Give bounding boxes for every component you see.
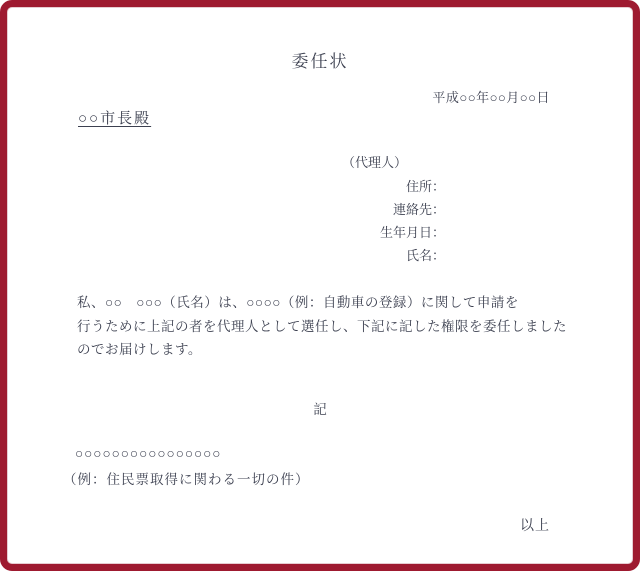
body-line-1: 私、○○ ○○○（氏名）は、○○○○（例：自動車の登録）に関して申請を (77, 295, 519, 310)
date-line: 平成○○年○○月○○日 (432, 90, 550, 105)
document-title: 委任状 (291, 52, 349, 71)
agent-field-address: 住所： (405, 179, 445, 194)
addressee-line: ○○市長殿 (78, 111, 152, 127)
agent-fields (380, 175, 445, 267)
body-line-3: のでお届けします。 (77, 342, 202, 357)
delegated-matter-placeholder: ○○○○○○○○○○○○○○○○ (75, 446, 222, 461)
agent-field-contact: 連絡先： (392, 202, 445, 217)
record-marker: 記 (313, 402, 327, 417)
body-line-2: 行うために上記の者を代理人として選任し、下記に記した権限を委任しました (77, 318, 567, 334)
agent-field-birthdate: 生年月日： (379, 225, 445, 240)
body-paragraph (77, 291, 567, 362)
delegated-matter-example: （例：住民票取得に関わる一切の件） (63, 472, 310, 487)
closing-word: 以上 (520, 519, 550, 534)
agent-section-heading: （代理人） (342, 155, 408, 170)
agent-field-name: 氏名： (405, 248, 445, 263)
